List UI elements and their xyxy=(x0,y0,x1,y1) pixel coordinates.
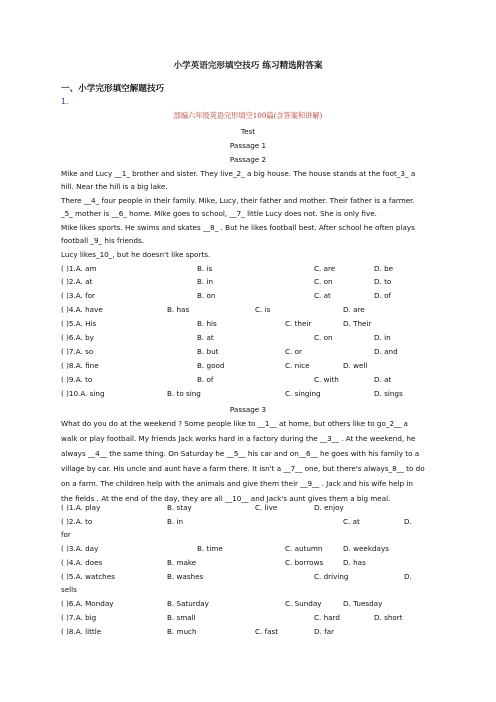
option-row: ( )8.A. fine B. good C. nice D. well xyxy=(61,361,368,370)
subtitle: 部编六年级英语完形填空100篇(含答案和讲解) xyxy=(173,111,323,120)
p3-line: walk or play football. My friends Jack works hard in a factory during the __3__ . At the weekend, he xyxy=(61,434,416,443)
option-row: ( )5.A. His B. his C. their D. Their xyxy=(61,319,372,328)
section-heading: 一、小学完形填空解题技巧 xyxy=(61,84,165,94)
option-row: for xyxy=(61,530,71,539)
option-row: ( )1.A. play B. stay C. live D. enjoy xyxy=(61,503,344,512)
p3-line: always __4__ the same thing. On Saturday he __5__ his car and on__6__ he goes with his family to a xyxy=(61,449,420,458)
p2-line: football _9_ his friends. xyxy=(61,236,145,245)
option-row: ( )2.A. at B. in C. on D. to xyxy=(61,277,392,286)
p3-line: village by car. His uncle and aunt have a farm there. It isn't a __7__ one, but there's always_8__ to do xyxy=(61,464,425,473)
p3-line: What do you do at the weekend ? Some people like to __1__ at home, but others like to go_2__ a xyxy=(61,419,408,428)
option-row: ( )9.A. to B. of C. with D. at xyxy=(61,375,392,384)
p2-line: _5_ mother is __6_ home. Mike goes to school, __7_ little Lucy does not. She is only five. xyxy=(61,209,377,218)
question-number: 1. xyxy=(61,97,69,106)
passage1-label: Passage 1 xyxy=(229,141,267,150)
option-row: ( )7.A. so B. but C. or D. and xyxy=(61,347,398,356)
passage3-label: Passage 3 xyxy=(229,405,267,414)
p2-line: Mike likes sports. He swims and skates __8_ . But he likes football best. After school he often plays xyxy=(61,223,415,232)
p2-line: hill. Near the hill is a big lake. xyxy=(61,182,168,191)
passage2-label: Passage 2 xyxy=(229,155,267,164)
option-row: ( )2.A. to B. in C. at D. xyxy=(61,517,412,526)
option-row: ( )7.A. big B. small C. hard D. short xyxy=(61,613,403,622)
option-row: ( )3.A. for B. on C. at D. of xyxy=(61,291,392,300)
p3-line: on a farm. The children help with the animals and give them their __9__ . Jack and his wife help in xyxy=(61,479,413,488)
option-row: ( )6.A. Monday B. Saturday C. Sunday D. Tuesday xyxy=(61,599,383,608)
option-row: ( )4.A. does B. make C. borrows D. has xyxy=(61,558,366,567)
option-row: sells xyxy=(61,585,77,594)
test-label: Test xyxy=(240,127,256,136)
option-row: ( )10.A. sing B. to sing C. singing D. sings xyxy=(61,389,403,398)
option-row: ( )3.A. day B. time C. autumn D. weekdays xyxy=(61,544,389,553)
p2-line: There __4_ four people in their family. Mike, Lucy, their father and mother. Their father is a farmer. xyxy=(61,196,415,205)
p2-line: Lucy likes_10_, but he doesn't like sports. xyxy=(61,250,211,259)
option-row: ( )6.A. by B. at C. on D. in xyxy=(61,333,391,342)
option-row: ( )8.A. little B. much C. fast D. far xyxy=(61,627,334,636)
p3-line: the fields . At the end of the day, they are all __10__ and Jack's aunt gives them a big meal. xyxy=(61,494,391,503)
option-row: ( )1.A. am B. is C. are D. be xyxy=(61,264,394,273)
document-title: 小学英语完形填空技巧 练习精选附答案 xyxy=(173,61,323,71)
option-row: ( )4.A. have B. has C. is D. are xyxy=(61,305,365,314)
option-row: ( )5.A. watches B. washes C. driving D. xyxy=(61,572,412,581)
p2-line: Mike and Lucy __1_ brother and sister. They live_2_ a big house. The house stands at the foot_3_ a xyxy=(61,169,416,178)
